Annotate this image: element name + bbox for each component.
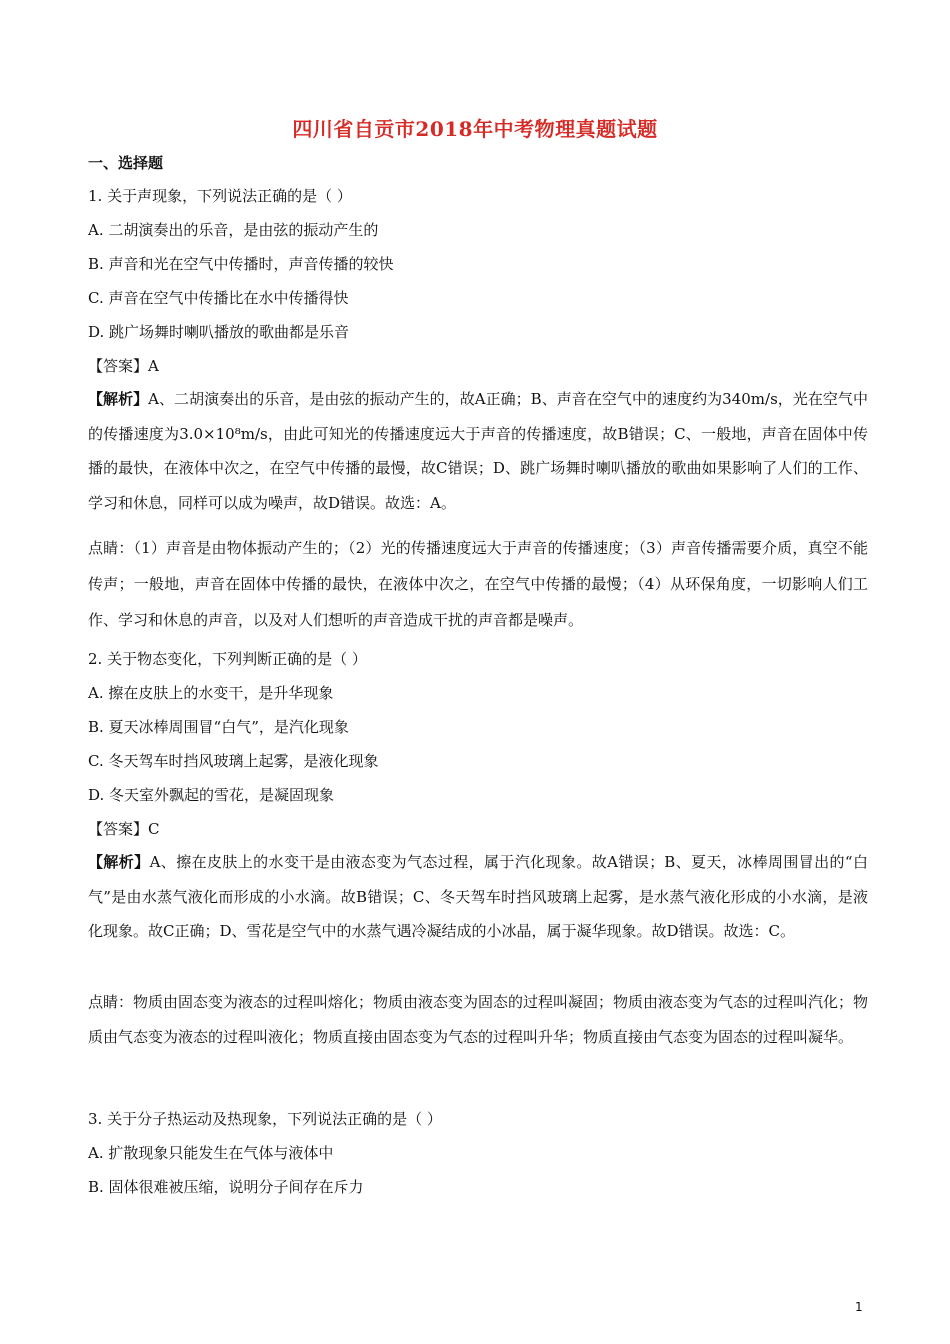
question-1-answer: 【答案】A — [88, 357, 159, 375]
question-1-option-a: A. 二胡演奏出的乐音，是由弦的振动产生的 — [88, 221, 379, 239]
question-2-option-a: A. 擦在皮肤上的水变干，是升华现象 — [88, 684, 334, 702]
section-heading: 一、选择题 — [88, 154, 164, 172]
question-1-tip: 点睛：（1）声音是由物体振动产生的；（2）光的传播速度远大于声音的传播速度；（3）声音传播需要介质，真空不能传声；一般地，声音在固体中传播的最快，在液体中次之，在空气中传播的最慢；（4）从环保角度，一切影响人们工作、学习和休息的声音，以及对人们想听的声音造成干扰的声音都是噪声。 — [88, 539, 868, 629]
question-1-option-d: D. 跳广场舞时喇叭播放的歌曲都是乐音 — [88, 323, 350, 341]
question-2-stem: 2. 关于物态变化，下列判断正确的是（ ） — [88, 650, 367, 668]
analysis-text: A、二胡演奏出的乐音，是由弦的振动产生的，故A正确；B、声音在空气中的速度约为340m/s，光在空气中的传播速度为3.0×10⁸m/s，由此可知光的传播速度远大于声音的传播速度，故B错误；C、一般地，声音在固体中传播的最快，在液体中次之，在空气中传播的最慢，故C错误；D、跳广场舞时喇叭播放的歌曲如果影响了人们的工作、学习和休息，同样可以成为噪声，故D错误。故选：A。 — [88, 390, 868, 512]
question-2-option-d: D. 冬天室外飘起的雪花，是凝固现象 — [88, 786, 335, 804]
question-1-stem: 1. 关于声现象，下列说法正确的是（ ） — [88, 187, 352, 205]
question-1-option-b: B. 声音和光在空气中传播时，声音传播的较快 — [88, 255, 394, 273]
analysis-text: A、擦在皮肤上的水变干是由液态变为气态过程，属于汽化现象。故A错误；B、夏天，冰棒周围冒出的“白气”是由水蒸气液化而形成的小水滴。故B错误；C、冬天驾车时挡风玻璃上起雾，是水蒸气液化形成的小水滴，是液化现象。故C正确；D、雪花是空气中的水蒸气遇冷凝结成的小冰晶，属于凝华现象。故D错误。故选：C。 — [88, 853, 868, 940]
page-title: 四川省自贡市2018年中考物理真题试题 — [292, 117, 658, 141]
page-number: 1 — [855, 1300, 863, 1314]
question-3-stem: 3. 关于分子热运动及热现象，下列说法正确的是（ ） — [88, 1110, 442, 1128]
question-2-tip: 点睛：物质由固态变为液态的过程叫熔化；物质由液态变为固态的过程叫凝固；物质由液态变为气态的过程叫汽化；物质由气态变为液态的过程叫液化；物质直接由固态变为气态的过程叫升华；物质直接由气态变为固态的过程叫凝华。 — [88, 993, 869, 1046]
question-3-option-b: B. 固体很难被压缩，说明分子间存在斥力 — [88, 1178, 364, 1196]
question-2-answer: 【答案】C — [88, 820, 160, 838]
question-3-option-a: A. 扩散现象只能发生在气体与液体中 — [88, 1144, 334, 1162]
question-1-option-c: C. 声音在空气中传播比在水中传播得快 — [88, 289, 349, 307]
question-2-option-c: C. 冬天驾车时挡风玻璃上起雾，是液化现象 — [88, 752, 379, 770]
analysis-label: 【解析】 — [88, 390, 149, 408]
analysis-label: 【解析】 — [88, 853, 150, 871]
question-2-analysis — [88, 845, 868, 949]
question-2-option-b: B. 夏天冰棒周围冒“白气”，是汽化现象 — [88, 718, 349, 736]
question-1-analysis — [88, 382, 868, 520]
